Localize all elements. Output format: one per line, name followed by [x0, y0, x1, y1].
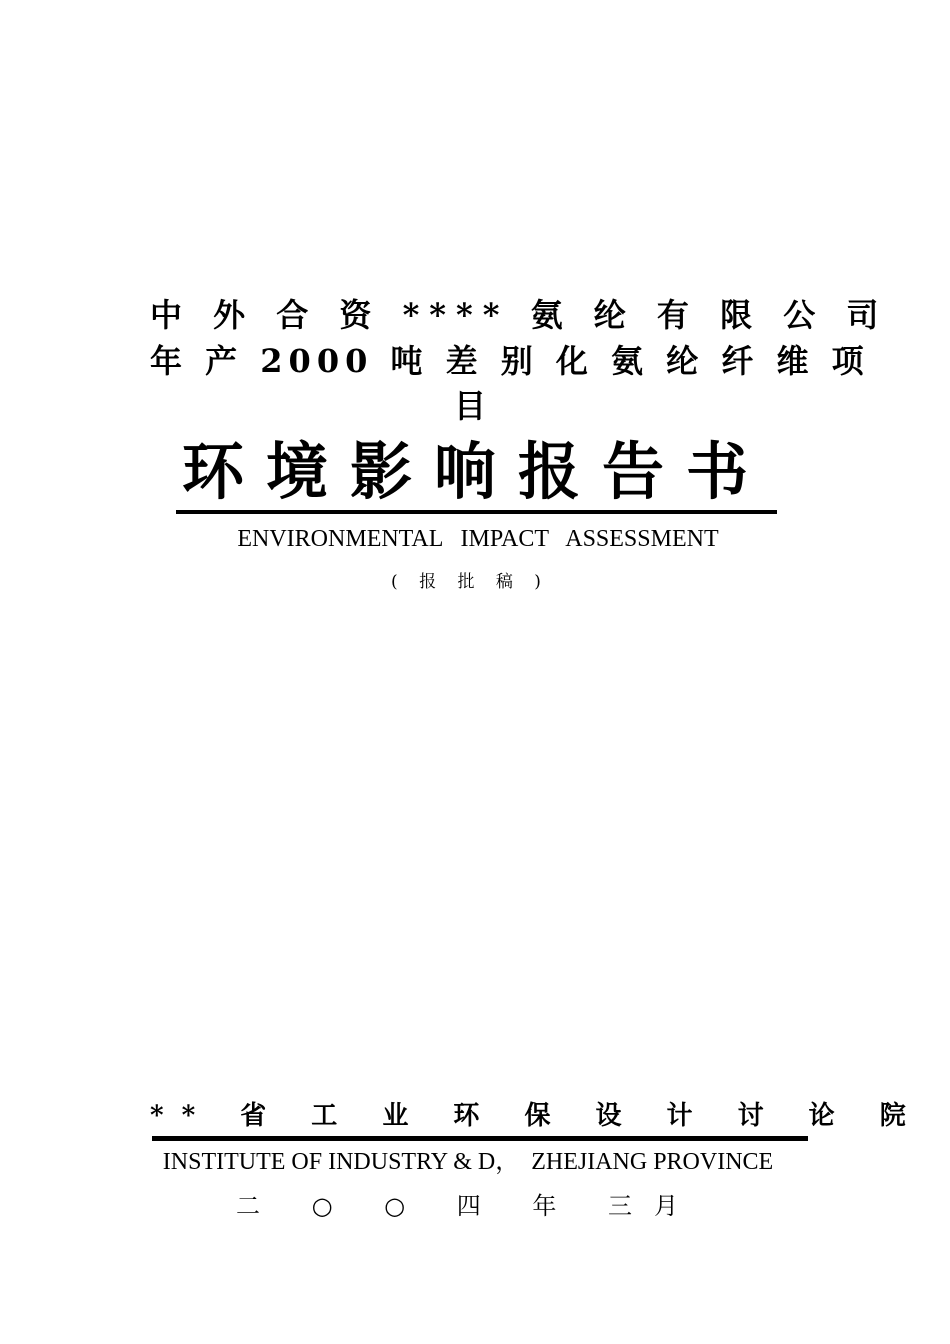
institute-name-chinese: ** 省 工 业 环 保 设 计 讨 论 院	[150, 1101, 924, 1131]
institute-underline-divider	[152, 1136, 808, 1141]
institute-name-english: INSTITUTE OF INDUSTRY & D， ZHEJIANG PROVINCE	[162, 1149, 774, 1175]
project-title	[150, 292, 889, 428]
report-title: 环境影响报告书	[181, 435, 770, 508]
report-date: 二 ○ ○ 四 年 三月	[235, 1192, 701, 1220]
title-underline-divider	[176, 510, 777, 514]
project-title-line-1: 中 外 合 资 **** 氨 纶 有 限 公 司	[150, 296, 889, 334]
project-title-line-2: 年 产 2000 吨 差 别 化 氨 纶 纤 维 项	[150, 342, 870, 380]
project-title-line-3: 目	[453, 387, 496, 425]
draft-status-note: ( 报 批 稿 )	[391, 572, 549, 592]
report-title-english: ENVIRONMENTAL IMPACT ASSESSMENT	[237, 526, 719, 552]
